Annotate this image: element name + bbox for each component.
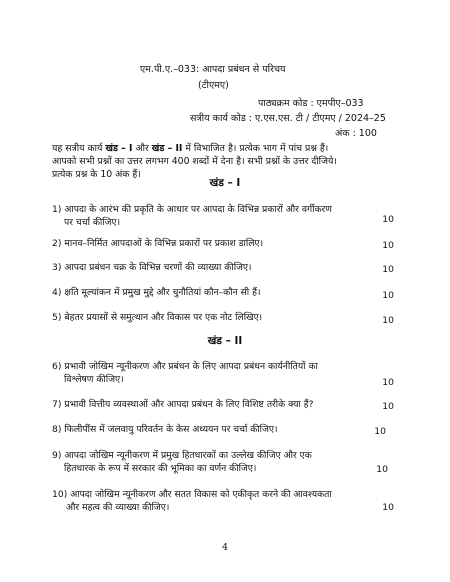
question-2-marks: 10: [382, 240, 394, 251]
question-7-marks: 10: [382, 401, 394, 412]
question-1-marks: 10: [382, 214, 394, 225]
section-1-ref: खंड – I: [105, 143, 133, 154]
question-9: 9) आपदा जोखिम न्यूनीकरण में प्रमुख हितधारकों का उल्लेख कीजिए और एक हितधारक के रूप में सरकार की भूमिका का वर्णन कीजिए।: [52, 450, 312, 474]
section-heading-2: खंड – II: [207, 335, 243, 347]
intro-line-1: यह सत्रीय कार्य खंड – I और खंड – II में विभाजित है। प्रत्येक भाग में पांच प्रश्न हैं।: [52, 143, 329, 154]
course-code: पाठ्यक्रम कोड : एमपीए–033: [258, 98, 364, 109]
question-6: 6) प्रभावी जोखिम न्यूनीकरण और प्रबंधन के लिए आपदा प्रबंधन कार्यनीतियों का विश्लेषण कीजिए।: [52, 361, 318, 385]
question-4: 4) क्षति मूल्यांकन में प्रमुख मुद्दे और चुनौतियां कौन–कौन सी हैं।: [52, 287, 261, 298]
question-8-marks: 10: [374, 426, 386, 437]
question-3-marks: 10: [382, 264, 394, 275]
question-5: 5) बेहतर प्रयासों से समुत्थान और विकास पर एक नोट लिखिए।: [52, 312, 263, 323]
question-10-marks: 10: [382, 502, 394, 513]
tma-label: (टीएमए): [198, 80, 229, 91]
section-2-ref: खंड – II: [151, 143, 183, 154]
course-title: एम.पी.ए.–033: आपदा प्रबंधन से परिचय: [140, 64, 286, 75]
question-5-marks: 10: [382, 315, 394, 326]
page-number: 4: [221, 542, 229, 553]
question-2: 2) मानव–निर्मित आपदाओं के विभिन्न प्रकारों पर प्रकाश डालिए।: [52, 238, 264, 249]
question-4-marks: 10: [382, 290, 394, 301]
intro-line-3: प्रत्येक प्रश्न के 10 अंक हैं।: [52, 169, 141, 180]
total-marks: अंक : 100: [335, 128, 377, 139]
question-8: 8) फिलीपींस में जलवायु परिवर्तन के केस अध्ययन पर चर्चा कीजिए।: [52, 424, 278, 435]
question-10: 10) आपदा जोखिम न्यूनीकरण और सतत विकास को एकीकृत करने की आवश्यकता और महत्व की व्याख्या कीजिए।: [52, 489, 332, 513]
question-7: 7) प्रभावी वित्तीय व्यवस्थाओं और आपदा प्रबंधन के लिए विशिष्ट तरीके क्या हैं?: [52, 399, 314, 410]
section-heading-1: खंड – I: [209, 177, 241, 189]
question-6-marks: 10: [382, 377, 394, 388]
intro-line-2: आपको सभी प्रश्नों का उत्तर लगभग 400 शब्दों में देना है। सभी प्रश्नों के उत्तर दीजिये।: [52, 156, 337, 167]
assignment-code: सत्रीय कार्य कोड : ए.एस.एस. टी / टीएमए / 2024–25: [190, 113, 386, 124]
question-3: 3) आपदा प्रबंधन चक्र के विभिन्न चरणों की व्याख्या कीजिए।: [52, 262, 252, 273]
question-1: 1) आपदा के आरंभ की प्रकृति के आधार पर आपदा के विभिन्न प्रकारों और वर्गीकरण पर चर्चा कीजिए।: [52, 204, 332, 228]
question-9-marks: 10: [376, 464, 388, 475]
